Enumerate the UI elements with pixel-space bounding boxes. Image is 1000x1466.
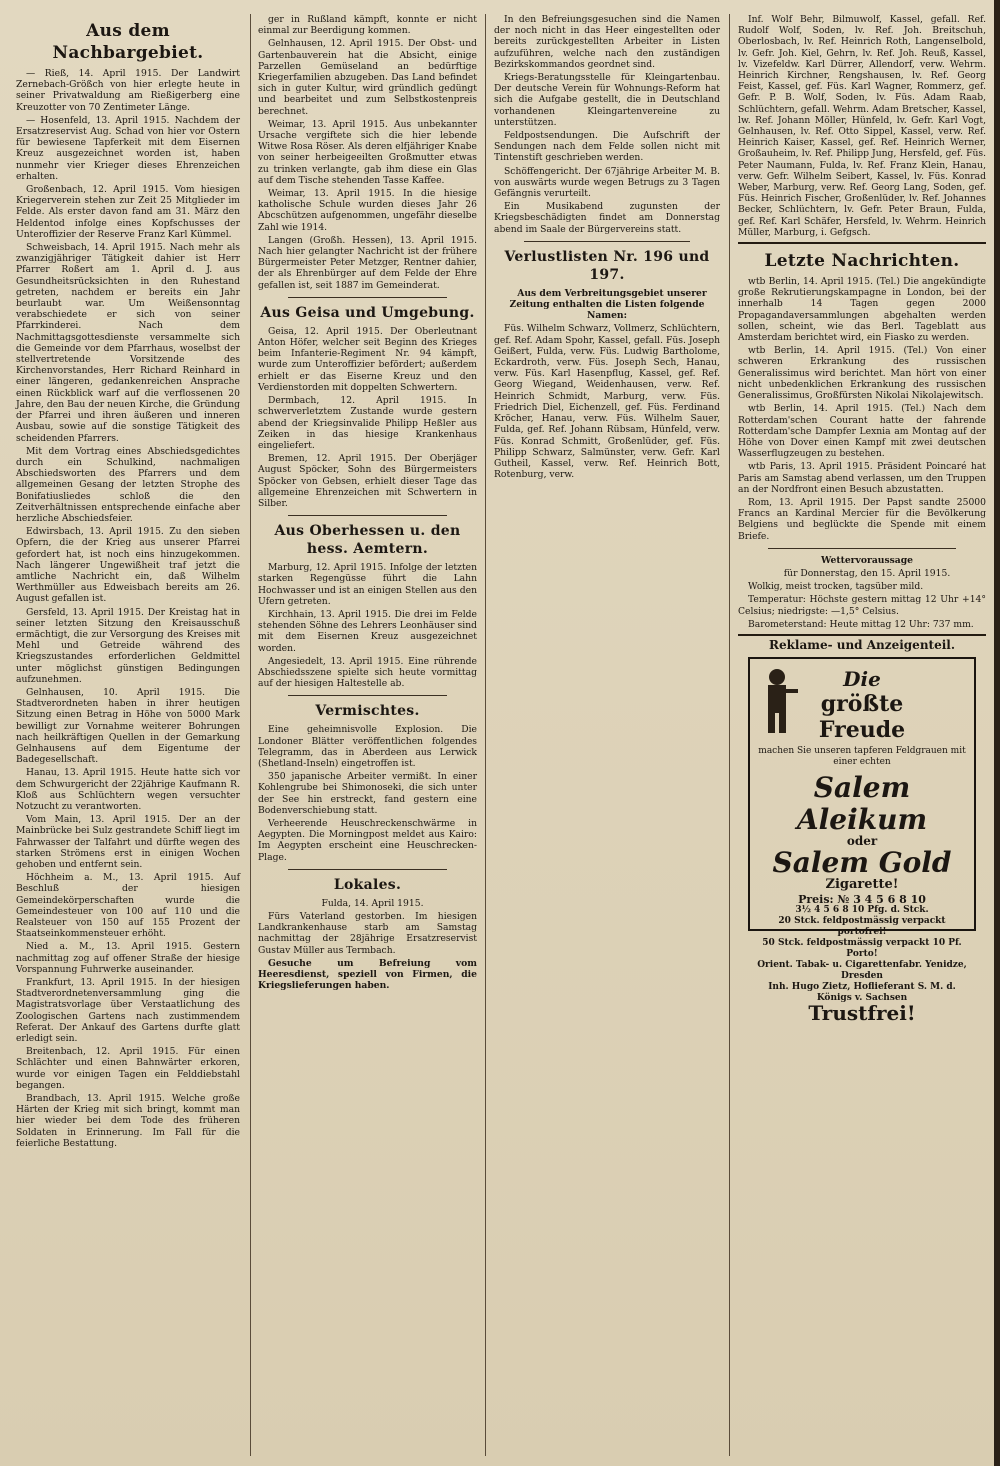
article-paragraph: Frankfurt, 13. April 1915. In der hiesigen Stadtverordnetenversammlung ging die Magistratsvorlage über Verstaatlichung des Zoologischen Gartens nach zustimmendem Referat. Der Ankauf des Gartens durfte glatt erledigt sein.: [16, 977, 240, 1045]
soldier-illustration: [754, 665, 800, 735]
article-paragraph: Gersfeld, 13. April 1915. Der Kreistag hat in seiner letzten Sitzung den Kreisausschuß ermächtigt, die zur Versorgung des Kreises mit Mehl und Getreide während des Kriegszustandes erforderlichen Geldmittel unter möglichst günstigen Bedingungen aufzunehmen.: [16, 606, 240, 685]
column-3: [488, 14, 726, 1466]
article-paragraph: Langen (Großh. Hessen), 13. April 1915. Nach hier gelangter Nachricht ist der frühere Bürgermeister Peter Metzger, Rentner dahier, der als Ehrenbürger auf dem Felde der Ehre gefallen ist, seit 1887 im Gemeinderat.: [258, 234, 477, 291]
article-paragraph: In den Befreiungsgesuchen sind die Namen der noch nicht in das Heer eingestellten oder bereits zurückgestellten Arbeiter in Listen aufzuführen, welche nach den zuständigen Bezirkskommandos geordnet sind.: [494, 14, 720, 70]
article-paragraph: Großenbach, 12. April 1915. Vom hiesigen Kriegerverein stehen zur Zeit 25 Mitglieder im Felde. Als erster davon fand am 31. März den Heldentod infolge eines Kopfschusses der Unteroffizier der Reserve Franz Karl Kümmel.: [16, 184, 240, 240]
article-paragraph: Gesuche um Befreiung vom Heeresdienst, speziell von Firmen, die Kriegslieferungen haben.: [258, 957, 477, 992]
column-1: [10, 14, 246, 1466]
news-item: wtb Paris, 13. April 1915. Präsident Poincaré hat Paris am Samstag abend verlassen, um den Truppen an der Nordfront einen Besuch abzustatten.: [738, 461, 986, 495]
column-rule: [250, 14, 251, 1456]
article-paragraph: Breitenbach, 12. April 1915. Für einen Schlächter und einen Bahnwärter erkoren, wurde vor einigen Tagen ein Felddiebstahl begangen.: [16, 1046, 240, 1091]
article-paragraph: Ein Musikabend zugunsten der Kriegsbeschädigten findet am Donnerstag abend im Saale der Bürgervereins statt.: [494, 201, 720, 235]
column-4: [732, 14, 992, 1466]
divider: [288, 695, 447, 696]
article-paragraph: Feldpostsendungen. Die Aufschrift der Sendungen nach dem Felde sollen nicht mit Tintenstift geschrieben werden.: [494, 130, 720, 164]
weather-date: für Donnerstag, den 15. April 1915.: [783, 567, 951, 579]
section-heading: Aus Oberhessen u. den hess. Aemtern.: [274, 523, 461, 558]
section-heading: Letzte Nachrichten.: [764, 251, 960, 272]
ad-line: größte: [820, 691, 904, 718]
article-paragraph: Marburg, 12. April 1915. Infolge der letzten starken Regengüsse führt die Lahn Hochwasser und ist an einigen Stellen aus den Ufern getreten.: [258, 562, 477, 607]
divider: [288, 297, 447, 298]
ad-price-detail: 3½ 4 5 6 8 10 Pfg. d. Stck.: [795, 905, 929, 916]
cigarette-advertisement: [748, 657, 976, 1026]
section-heading: Aus Geisa und Umgebung.: [260, 304, 475, 321]
ad-price: Preis: № 3 4 5 6 8 10: [798, 892, 926, 906]
divider: [768, 548, 956, 549]
article-paragraph: Geisa, 12. April 1915. Der Oberleutnant Anton Höfer, welcher seit Beginn des Krieges beim Infanterie-Regiment Nr. 94 kämpft, wurde zum Unteroffizier befördert; außerdem erhielt er das Eiserne Kreuz und den Verdienstorden mit doppelten Schwertern.: [258, 325, 477, 393]
article-paragraph: Schweisbach, 14. April 1915. Nach mehr als zwanzigjähriger Tätigkeit dahier ist Herr Pfarrer Roßert am 1. April d. J. aus Gesundheitsrücksichten in den Ruhestand getreten, nachdem er bereits ein Jahr beurlaubt war. Um Weißensonntag verabschiedete er sich von seiner Pfarrkinderei. Nach dem Nachmittagsgottesdienste versammelte sich die Gemeinde vor dem Pfarrhaus, woselbst der stellvertretende Vorsitzende des Kirchenvorstandes, Herr Richard Reinhard in einer längeren, gedankenreichen Ansprache einen Rückblick warf auf die verflossenen 20 Jahre, den Bau der neuen Kirche, die Gründung der Pfarrei und ihren äußeren und inneren Ausbau, sowie auf die sonstige Tätigkeit des scheidenden Pfarrers.: [16, 242, 240, 444]
news-item: wtb Berlin, 14. April 1915. (Tel.) Die angekündigte große Rekrutierungskampagne in London, bei der innerhalb 14 Tagen gegen 2000 Propagandaversammlungen abgehalten werden sollen, scheint, wie das Berl. Tageblatt aus Amsterdam berichtet wird, ein Fiasko zu werden.: [738, 276, 986, 344]
article-paragraph: Edwirsbach, 13. April 1915. Zu den sieben Opfern, die der Krieg aus unserer Pfarrei gefordert hat, ist noch eins hinzugekommen. Nach längerer Ungewißheit traf jetzt die amtliche Nachricht ein, daß Wilhelm Werthmüller aus Edweisbach bereits am 26. August gefallen ist.: [16, 526, 240, 605]
column-rule: [729, 14, 730, 1456]
ad-company: Orient. Tabak- u. Cigarettenfabr. Yenidze, Dresden: [757, 960, 967, 982]
ad-shipping: 20 Stck. feldpostmässig verpackt portofrei!: [778, 916, 946, 938]
page-edge: [994, 0, 1000, 1466]
article-paragraph: Brandbach, 13. April 1915. Welche große Härten der Krieg mit sich bringt, kommt man hier wieder bei dem Tode des früheren Soldaten in Erinnerung. Im Fall für die feierliche Bestattung.: [16, 1093, 240, 1149]
article-paragraph: Mit dem Vortrag eines Abschiedsgedichtes durch ein Schulkind, nachmaligen Abschiedsworten des Pfarrers und dem allgemeinen Gesang der letzten Strophe des Bonifatiusliedes schloß die den Zeitverhältnissen entsprechende einfache aber herzliche Abschiedsfeier.: [16, 445, 240, 524]
article-paragraph: Kriegs-Beratungsstelle für Kleingartenbau. Der deutsche Verein für Wohnungs-Reform hat sich die Aufgabe gestellt, die in Deutschland vorhandenen Kleingartenvereine zu unterstützen.: [494, 72, 720, 128]
divider: [738, 242, 986, 244]
divider: [524, 241, 690, 242]
article-paragraph: ger in Rußland kämpft, konnte er nicht einmal zur Beerdigung kommen.: [258, 14, 477, 37]
ad-brand: Salem Gold: [772, 845, 952, 879]
article-paragraph: Eine geheimnisvolle Explosion. Die Londoner Blätter veröffentlichen folgendes Telegramm, das in Aberdeen aus Lerwick (Shetland-Inseln) eingetroffen ist.: [258, 724, 477, 769]
divider: [738, 634, 986, 636]
article-paragraph: Nied a. M., 13. April 1915. Gestern nachmittag zog auf offener Straße der hiesige Vorspannung Fuhrwerke auseinander.: [16, 941, 240, 975]
article-paragraph: Gelnhausen, 10. April 1915. Die Stadtverordneten haben in ihrer heutigen Sitzung einen Betrag in Höhe von 5000 Mark bewilligt zur Vornahme weiterer Bohrungen nach heilkräftigen Quellen in der Gemarkung Gelnhausens auf dem Eigentume der Badegesellschaft.: [16, 686, 240, 766]
section-heading: Lokales.: [333, 876, 402, 893]
section-heading: Verlustlisten Nr. 196 und 197.: [504, 248, 710, 283]
divider: [288, 869, 447, 870]
weather-barometer: Barometerstand: Heute mittag 12 Uhr: 737 mm.: [748, 618, 974, 630]
divider: [288, 515, 447, 516]
article-paragraph: Vom Main, 13. April 1915. Der an der Mainbrücke bei Sulz gestrandete Schiff liegt im Fahrwasser der Talfahrt und dürfte wegen des starken Strömens erst in einigen Wochen gehoben und entfernt sein.: [16, 814, 240, 871]
ad-brand: Salem Aleikum: [796, 770, 928, 836]
article-paragraph: Fürs Vaterland gestorben. Im hiesigen Landkrankenhause starb am Samstag nachmittag der 28jährige Ersatzreservist Gustav Müller aus Termbach.: [258, 911, 477, 956]
ad-subline: machen Sie unseren tapferen Feldgrauen mit einer echten: [758, 746, 966, 768]
ad-slogan: Trustfrei!: [808, 1001, 916, 1026]
article-paragraph: — Hosenfeld, 13. April 1915. Nachdem der Ersatzreservist Aug. Schad von hier vor Ostern für bewiesene Tapferkeit mit dem Eisernen Kreuz ausgezeichnet worden ist, haben nunmehr vier Krieger dieses Ehrenzeichen erhalten.: [16, 114, 240, 182]
ad-conjunction: oder: [846, 833, 878, 848]
list-intro: Aus dem Verbreitungsgebiet unserer Zeitung enthalten die Listen folgende Namen:: [509, 287, 707, 322]
section-heading: Aus dem Nachbargebiet.: [52, 21, 204, 63]
weather-temperature: Temperatur: Höchste gestern mittag 12 Uhr +14° Celsius; niedrigste: —1,5° Celsius.: [738, 594, 986, 617]
casualty-list: Inf. Wolf Behr, Bilmuwolf, Kassel, gefall. Ref. Rudolf Wolf, Soden, lv. Ref. Joh. Breitschuh, Oberlosbach, lv. Ref. Heinrich Roth, Langenselbold, lv. Gefr. Joh. Kiel, Gehrn, lv. Ref. Joh. Reuß, Kassel, lv. Vizefeldw. Karl Dürrer, Allendorf, verw. Wehrm. Heinrich Kirchner, Rengshausen, lv. Ref. Georg Feist, Kassel, gef. Füs. Karl Wagner, Rommerz, gef. Gefr. P. B. Wolf, Soden, lv. Füs. Adam Raab, Schlüchtern, gefall. Wehrm. Adam Bretscher, Kassel, lw. Ref. Johann Möller, Hünfeld, lv. Gefr. Karl Vogt, Gelnhausen, lv. Ref. Otto Sippel, Kassel, verw. Ref. Heinrich Kaiser, Kassel, gef. Ref. Heinrich Werner, Großauheim, lv. Ref. Philipp Jung, Hersfeld, gef. Füs. Peter Naumann, Fulda, lv. Ref. Franz Klein, Hanau, verw. Gefr. Wilhelm Seibert, Kassel, lv. Füs. Konrad Weber, Marburg, verw. Ref. Georg Lang, Soden, gef. Füs. Heinrich Fischer, Großenlüder, lv. Ref. Johannes Becker, Schlüchtern, lv. Gefr. Peter Braun, Fulda, gef. Ref. Karl Schäfer, Hersfeld, lv. Wehrm. Heinrich Müller, Marburg, i. Gefgsch.: [738, 14, 986, 238]
casualty-list: Füs. Wilhelm Schwarz, Vollmerz, Schlüchtern, gef. Ref. Adam Spohr, Kassel, gefall. Füs. Joseph Geißert, Fulda, verw. Füs. Ludwig Bartholome, Eckardroth, verw. Füs. Joseph Sech, Hanau, verw. Füs. Karl Hasenpflug, Kassel, gef. Ref. Georg Wiegand, Weidenhausen, verw. Ref. Heinrich Schmidt, Marburg, verw. Füs. Friedrich Diel, Eichenzell, gef. Füs. Ferdinand Kröcher, Hanau, verw. Füs. Wilhelm Sauer, Fulda, gef. Ref. Johann Rübsam, Hünfeld, verw. Füs. Konrad Schmitt, Großenlüder, gef. Füs. Philipp Schwarz, Salmünster, verw. Gefr. Karl Gutheil, Kassel, verw. Ref. Heinrich Bott, Rotenburg, verw.: [494, 323, 720, 481]
ad-line: Freude: [818, 717, 906, 744]
article-paragraph: Bremen, 12. April 1915. Der Oberjäger August Spöcker, Sohn des Bürgermeisters Spöcker von Gebsen, erhielt dieser Tage das allgemeine Ehrenzeichen mit Schwertern in Silber.: [258, 453, 477, 509]
article-paragraph: Hanau, 13. April 1915. Heute hatte sich vor dem Schwurgericht der 22jährige Kaufmann R. Kloß aus Schlüchtern wegen versuchter Notzucht zu verantworten.: [16, 767, 240, 812]
weather-forecast: Wolkig, meist trocken, tagsüber mild.: [748, 581, 924, 593]
article-paragraph: Höchheim a. M., 13. April 1915. Auf Beschluß der hiesigen Gemeindekörperschaften wurde die Gemeindesteuer von 100 auf 110 und die Realsteuer von 150 auf 155 Prozent der Staatseinkommensteuer erhöht.: [16, 872, 240, 940]
news-item: wtb Berlin, 14. April 1915. (Tel.) Von einer schweren Erkrankung des russischen Generalissimus wird berichtet. Man hört von einer nicht unbedenklichen Erkrankung des russischen Generalissimus, Großfürsten Nikolai Nikolajewitsch.: [738, 345, 986, 402]
ad-line: Die: [843, 667, 881, 692]
article-paragraph: Verheerende Heuschreckenschwärme in Aegypten. Die Morningpost meldet aus Kairo: Im Aegypten erscheint eine Heuschrecken-Plage.: [258, 817, 477, 863]
column-2: [252, 14, 483, 1466]
article-paragraph: Kirchhain, 13. April 1915. Die drei im Felde stehenden Söhne des Lehrers Leonhäuser sind mit dem Eisernen Kreuz ausgezeichnet worden.: [258, 608, 477, 654]
article-paragraph: 350 japanische Arbeiter vermißt. In einer Kohlengrube bei Shimonoseki, die sich unter der See hin erstreckt, fand gestern eine Bodenverschiebung statt.: [258, 771, 477, 816]
article-paragraph: Angesiedelt, 13. April 1915. Eine rührende Abschiedsszene spielte sich heute vormittag auf der hiesigen Haltestelle ab.: [258, 655, 477, 690]
article-paragraph: Dermbach, 12. April 1915. In schwerverletztem Zustande wurde gestern abend der Kriegsinvalide Philipp Heßler aus Zeiken in das hiesige Krankenhaus eingeliefert.: [258, 395, 477, 451]
news-item: wtb Berlin, 14. April 1915. (Tel.) Nach dem Rotterdam'schen Courant hatte der fahrende Rotterdam'sche Dampfer Lexnia am Montag auf der Höhe von Dover einen Kampf mit zwei deutschen Wasserflugzeugen zu bestehen.: [738, 403, 986, 460]
article-paragraph: Weimar, 13. April 1915. In die hiesige katholische Schule wurden dieses Jahr 26 Abcschützen aufgenommen, ungefähr dieselbe Zahl wie 1914.: [258, 188, 477, 233]
weather-heading: Wettervoraussage: [820, 554, 914, 566]
dateline: Fulda, 14. April 1915.: [321, 897, 424, 909]
news-item: Rom, 13. April 1915. Der Papst sandte 25000 Francs an Kardinal Mercier für die Bevölkerung Belgiens und beglückte die Spende mit einem Briefe.: [738, 496, 986, 542]
article-paragraph: Schöffengericht. Der 67jährige Arbeiter M. B. von auswärts wurde wegen Betrugs zu 3 Tagen Gefängnis verurteilt.: [494, 165, 720, 200]
ad-product: Zigarette!: [825, 876, 899, 892]
ad-shipping: 50 Stck. feldpostmässig verpackt 10 Pf. Porto!: [762, 938, 962, 960]
article-paragraph: Gelnhausen, 12. April 1915. Der Obst- und Gartenbauverein hat die Absicht, einige Parzellen Gemüseland an bedürftige Kriegerfamilien abzugeben. Das Land befindet sich in guter Kultur, wird gründlich gedüngt und bearbeitet und zum Selbstkostenpreis berechnet.: [258, 38, 477, 117]
article-paragraph: — Rieß, 14. April 1915. Der Landwirt Zernebach-Größch von hier erlegte heute in seiner Privatwaldung am Rießigerberg eine Kreuzotter von 70 Zentimeter Länge.: [16, 68, 240, 113]
ad-section-heading: Reklame- und Anzeigenteil.: [768, 637, 956, 652]
ad-company: Inh. Hugo Zietz, Hoflieferant S. M. d. Königs v. Sachsen: [768, 982, 956, 1004]
column-rule: [485, 14, 486, 1456]
section-heading: Vermischtes.: [315, 703, 420, 720]
article-paragraph: Weimar, 13. April 1915. Aus unbekannter Ursache vergiftete sich die hier lebende Witwe Rosa Röser. Als deren elfjähriger Knabe von seiner herbeigeeilten Großmutter etwas zu trinken verlangte, gab ihm diese ein Glas auf dem Tische stehenden Tasse Kaffee.: [258, 118, 477, 186]
